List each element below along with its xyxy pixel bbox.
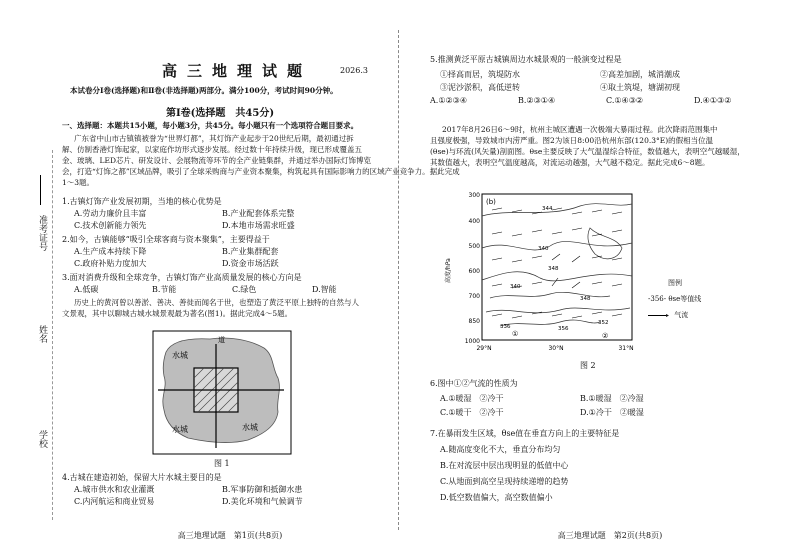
q7-option-c[interactable]: C.从地面到高空呈现持续递增的趋势	[440, 477, 569, 486]
legend-title: 图例	[668, 279, 682, 287]
x-tick-31n: 31°N	[618, 345, 634, 352]
figure-2-panel-label: (b)	[486, 198, 496, 206]
exam-id-blank[interactable]	[40, 175, 41, 205]
x-tick-29n: 29°N	[476, 345, 492, 352]
question-7	[430, 428, 785, 504]
q2-option-b[interactable]: B.产业集群配套	[222, 247, 279, 256]
contour-label: 356	[558, 326, 569, 332]
y-tick-700: 700	[468, 293, 480, 300]
q3-option-b[interactable]: B.节能	[152, 285, 177, 294]
question-5	[430, 54, 785, 108]
q7-option-b[interactable]: B.在对流层中层出现明显的低值中心	[440, 461, 569, 470]
question-4	[62, 472, 397, 508]
q5-statement-3: ③泥沙淤积，高低逆转	[440, 83, 520, 92]
passage-2-line: 文景观，其中以聊城古城水城景观最为著名(图1)。据此完成4～5题。	[62, 309, 293, 318]
q4-option-a[interactable]: A.城市供水和农业灌溉	[74, 485, 155, 494]
binding-line	[52, 150, 53, 520]
q5-statement-1: ①择高而居，筑堤防水	[440, 70, 520, 79]
passage-3-line: (θse)与环流(风矢量)剖面图。θse主要反映了大气温湿综合特征，数值越大，表明空气越暖湿，	[430, 147, 745, 156]
contour-label: 348	[548, 266, 559, 272]
road-label: 道	[218, 336, 225, 344]
q5-statement-2: ②高差加剧，城消潮成	[600, 70, 680, 79]
q7-option-a[interactable]: A.随高度变化不大，垂直分布均匀	[440, 445, 561, 454]
question-2-stem: 2.如今，古镇能够“吸引全球客商与资本聚集”，主要得益于	[62, 235, 270, 244]
moat-label-nw: 水城	[172, 351, 188, 360]
passage-1-line: 1～3题。	[62, 178, 95, 187]
legend-flow-label: 气流	[674, 311, 689, 319]
y-tick-1000: 1000	[464, 338, 480, 345]
figure-2-profile	[440, 188, 640, 358]
flow-marker-1: ①	[512, 330, 519, 338]
passage-3-line: 且强度极强，导致城市内涝严重。图2为该日8:00沿杭州东部(120.3°E)的假相当位温	[430, 136, 714, 145]
q6-option-d[interactable]: D.①冷干 ②暖湿	[580, 408, 644, 417]
q6-option-b[interactable]: B.①暖湿 ②冷湿	[580, 394, 644, 403]
q5-option-a[interactable]: A.①②③④	[430, 96, 468, 105]
passage-3-line: 2017年8月26日6～9时，杭州主城区遭遇一次极端大暴雨过程。此次降雨范围集中	[442, 125, 718, 134]
instruction: 一、选择题：本题共15小题，每小题3分，共45分。每小题只有一个选项符合题目要求。	[62, 121, 359, 130]
q1-option-b[interactable]: B.产业配套体系完整	[222, 209, 295, 218]
passage-1-line: 会，打造“灯饰之都”区域品牌，吸引了全球采购商与产业资本聚集，构筑起具有国际影响力的区域产业竞争力。据此完成	[62, 167, 460, 176]
q5-option-d[interactable]: D.④①③②	[694, 96, 732, 105]
q2-option-d[interactable]: D.资金市场活跃	[222, 259, 279, 268]
passage-1-line: 广东省中山市古镇镇被誉为“世界灯都”，其灯饰产业起步于20世纪后期，最初通过拆	[74, 134, 354, 143]
question-3-stem: 3.面对消费升级和全球竞争，古镇灯饰产业高质量发展的核心方向是	[62, 273, 302, 282]
x-tick-30n: 30°N	[548, 345, 564, 352]
contour-label: 348	[580, 296, 591, 302]
q5-option-c[interactable]: C.①④③②	[606, 96, 644, 105]
passage-1-line: 金、玻璃、LED芯片、研发设计、会展物流等环节的全产业链集群，并通过举办国际灯饰博览	[62, 156, 371, 165]
question-6-stem: 6.图中①②气流的性质为	[430, 379, 518, 388]
question-7-stem: 7.在暴雨发生区域，θse值在垂直方向上的主要特征是	[430, 429, 620, 438]
contour-label: 340	[510, 284, 521, 290]
question-6	[430, 378, 785, 421]
q4-option-d[interactable]: D.美化环境和气候调节	[222, 497, 303, 506]
q4-option-c[interactable]: C.内河航运和商业贸易	[74, 497, 155, 506]
contour-label: 352	[598, 320, 609, 326]
contour-label: 336	[500, 324, 511, 330]
q2-option-c[interactable]: C.政府补贴力度加大	[74, 259, 147, 268]
figure-2-x-ticks	[476, 345, 633, 352]
page-2-footer: 高三地理试题 第2页(共8页)	[557, 531, 663, 540]
figure-2-y-ticks	[465, 192, 480, 345]
school-label: 学校	[37, 430, 47, 448]
q5-statement-4: ④取土筑堤，塘湖初现	[600, 83, 680, 92]
passage-2	[62, 297, 397, 319]
y-tick-500: 500	[468, 243, 480, 250]
q7-option-d[interactable]: D.低空数值偏大，高空数值偏小	[440, 493, 553, 502]
exam-id-label: 准考证号	[37, 215, 47, 251]
flow-marker-2: ②	[602, 332, 609, 340]
q5-option-b[interactable]: B.②③①④	[518, 96, 556, 105]
exam-title: 高三地理试题	[162, 62, 313, 80]
question-5-stem: 5.推测黄泛平原古城镇周边水城景观的一般演变过程是	[430, 55, 622, 64]
passage-3	[430, 124, 785, 168]
question-1-stem: 1.古镇灯饰产业发展初期，当地的核心优势是	[62, 197, 222, 206]
q3-option-a[interactable]: A.低碳	[74, 285, 99, 294]
q1-option-d[interactable]: D.本地市场需求旺盛	[222, 221, 295, 230]
y-tick-600: 600	[468, 268, 480, 275]
q1-option-c[interactable]: C.技术创新能力领先	[74, 221, 147, 230]
y-tick-300: 300	[468, 192, 480, 199]
figure-1-caption: 图 1	[214, 459, 230, 468]
passage-1	[62, 133, 460, 188]
q1-option-a[interactable]: A.劳动力廉价且丰富	[74, 209, 147, 218]
y-tick-400: 400	[468, 218, 480, 225]
page-divider	[398, 30, 399, 530]
passage-2-line: 历史上的黄河曾以善淤、善决、善徙而闻名于世，也塑造了黄泛平原上独特的自然与人	[74, 298, 359, 307]
moat-label-sw: 水城	[172, 425, 188, 434]
question-3	[62, 272, 397, 296]
figure-2-ylabel: 高度/hPa	[445, 258, 452, 283]
moat-label-se: 水城	[242, 423, 258, 432]
passage-1-line: 解、仿制香港灯饰起家，以家庭作坊形式逐步发展。经过数十年持续升级，现已形成覆盖五	[62, 145, 362, 154]
legend-contour-symbol: -356-	[648, 295, 667, 303]
question-2	[62, 234, 397, 270]
legend-flow-arrow-icon: ▸	[648, 315, 666, 316]
contour-label: 344	[542, 206, 553, 212]
figure-2-caption: 图 2	[580, 361, 596, 370]
exam-date: 2026.3	[340, 66, 368, 75]
section-title: 第Ⅰ卷(选择题 共45分)	[166, 108, 275, 119]
y-tick-850: 850	[468, 318, 480, 325]
figure-2-legend	[648, 278, 768, 320]
passage-3-line: 其数值越大，表明空气温度越高，对流运动越强，大气越不稳定。据此完成6～8题。	[430, 158, 710, 167]
q6-option-a[interactable]: A.①暖湿 ②冷干	[440, 394, 504, 403]
q2-option-a[interactable]: A.生产成本持续下降	[74, 247, 147, 256]
q6-option-c[interactable]: C.①暖干 ②冷干	[440, 408, 504, 417]
figure-1-map	[152, 330, 292, 455]
legend-contour-label: θse等值线	[668, 295, 702, 303]
question-1	[62, 196, 397, 232]
q3-option-d[interactable]: D.智能	[312, 285, 337, 294]
q3-option-c[interactable]: C.绿色	[232, 285, 257, 294]
q4-option-b[interactable]: B.军事防御和抵御水患	[222, 485, 303, 494]
contour-label: 340	[538, 246, 549, 252]
name-label: 姓名	[37, 325, 47, 343]
exam-notice: 本试卷分Ⅰ卷(选择题)和Ⅱ卷(非选择题)两部分。满分100分，考试时间90分钟。	[70, 86, 338, 95]
question-4-stem: 4.古城在建造初始，保留大片水城主要目的是	[62, 473, 222, 482]
page-1-footer: 高三地理试题 第1页(共8页)	[177, 531, 283, 540]
